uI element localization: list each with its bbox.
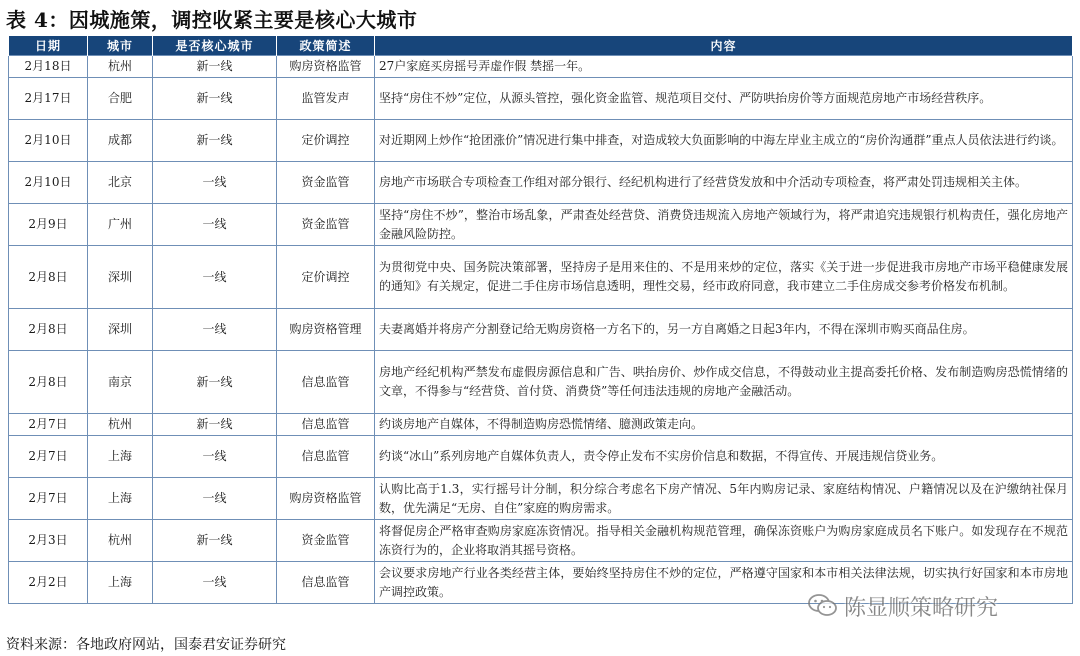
table-row <box>9 246 1073 309</box>
cell-policy-type: 定价调控 <box>277 246 375 309</box>
cell-content: 房地产市场联合专项检查工作组对部分银行、经纪机构进行了经营贷发放和中介活动专项检查，将严肃处罚违规相关主体。 <box>375 162 1073 204</box>
cell-content: 夫妻离婚并将房产分割登记给无购房资格一方名下的，另一方自离婚之日起3年内，不得在深圳市购买商品住房。 <box>375 309 1073 351</box>
source-note: 资料来源：各地政府网站，国泰君安证券研究 <box>6 637 286 653</box>
table-header-row <box>9 36 1073 56</box>
table-row <box>9 309 1073 351</box>
cell-tier: 新一线 <box>153 78 277 120</box>
cell-tier: 一线 <box>153 204 277 246</box>
cell-policy-type: 购房资格监管 <box>277 56 375 78</box>
cell-tier: 新一线 <box>153 520 277 562</box>
cell-tier: 一线 <box>153 478 277 520</box>
wechat-icon <box>808 593 838 619</box>
column-header-date: 日期 <box>9 36 88 56</box>
cell-date: 2月7日 <box>9 436 88 478</box>
cell-policy-type: 监管发声 <box>277 78 375 120</box>
cell-city: 北京 <box>88 162 153 204</box>
table-row <box>9 436 1073 478</box>
table-title: 表 4：因城施策，调控收紧主要是核心大城市 <box>6 8 418 32</box>
table-row <box>9 56 1073 78</box>
cell-city: 广州 <box>88 204 153 246</box>
cell-tier: 一线 <box>153 562 277 604</box>
cell-policy-type: 资金监管 <box>277 520 375 562</box>
cell-tier: 一线 <box>153 309 277 351</box>
cell-date: 2月8日 <box>9 246 88 309</box>
cell-city: 合肥 <box>88 78 153 120</box>
cell-content: 房地产经纪机构严禁发布虚假房源信息和广告、哄抬房价、炒作成交信息，不得鼓动业主提高委托价格、发布制造购房恐慌情绪的文章，不得参与“经营贷、首付贷、消费贷”等任何违法违规的房地产金融活动。 <box>375 351 1073 414</box>
cell-policy-type: 信息监管 <box>277 414 375 436</box>
cell-content: 为贯彻党中央、国务院决策部署，坚持房子是用来住的、不是用来炒的定位，落实《关于进一步促进我市房地产市场平稳健康发展的通知》有关规定，促进二手住房市场信息透明，理性交易，经市政府同意，我市建立二手住房成交参考价格发布机制。 <box>375 246 1073 309</box>
table-row <box>9 351 1073 414</box>
cell-policy-type: 资金监管 <box>277 204 375 246</box>
table-row <box>9 520 1073 562</box>
cell-content: 坚持“房住不炒”定位，从源头管控，强化资金监管、规范项目交付、严防哄抬房价等方面规范房地产市场经营秩序。 <box>375 78 1073 120</box>
cell-policy-type: 资金监管 <box>277 162 375 204</box>
cell-date: 2月17日 <box>9 78 88 120</box>
column-header-content: 内容 <box>375 36 1073 56</box>
cell-date: 2月8日 <box>9 309 88 351</box>
column-header-city: 城市 <box>88 36 153 56</box>
cell-content: 约谈“冰山”系列房地产自媒体负责人，责令停止发布不实房价信息和数据，不得宣传、开展违规信贷业务。 <box>375 436 1073 478</box>
cell-content: 27户家庭买房摇号弄虚作假 禁摇一年。 <box>375 56 1073 78</box>
watermark <box>808 588 998 624</box>
table-row <box>9 120 1073 162</box>
cell-tier: 新一线 <box>153 414 277 436</box>
cell-policy-type: 购房资格监管 <box>277 478 375 520</box>
table-row <box>9 78 1073 120</box>
cell-city: 杭州 <box>88 520 153 562</box>
table-row <box>9 162 1073 204</box>
cell-city: 深圳 <box>88 246 153 309</box>
cell-tier: 新一线 <box>153 56 277 78</box>
cell-date: 2月10日 <box>9 120 88 162</box>
cell-tier: 新一线 <box>153 120 277 162</box>
cell-policy-type: 信息监管 <box>277 562 375 604</box>
cell-content: 将督促房企严格审查购房家庭冻资情况。指导相关金融机构规范管理，确保冻资账户为购房家庭成员名下账户。如发现存在不规范冻资行为的，企业将取消其摇号资格。 <box>375 520 1073 562</box>
cell-city: 南京 <box>88 351 153 414</box>
cell-city: 上海 <box>88 436 153 478</box>
table-row <box>9 204 1073 246</box>
cell-date: 2月7日 <box>9 414 88 436</box>
cell-city: 上海 <box>88 562 153 604</box>
cell-tier: 一线 <box>153 436 277 478</box>
cell-content: 会议要求房地产行业各类经营主体，要始终坚持房住不炒的定位，严格遵守国家和本市相关法律法规，切实执行好国家和本市房地产调控政策。 <box>375 562 1073 604</box>
cell-tier: 一线 <box>153 246 277 309</box>
cell-city: 成都 <box>88 120 153 162</box>
cell-date: 2月3日 <box>9 520 88 562</box>
cell-content: 对近期网上炒作“抢团涨价”情况进行集中排查，对造成较大负面影响的中海左岸业主成立的“房价沟通群”重点人员依法进行约谈。 <box>375 120 1073 162</box>
cell-date: 2月18日 <box>9 56 88 78</box>
watermark-text: 陈显顺策略研究 <box>844 595 999 621</box>
cell-content: 约谈房地产自媒体，不得制造购房恐慌情绪、臆测政策走向。 <box>375 414 1073 436</box>
table-row <box>9 478 1073 520</box>
cell-tier: 新一线 <box>153 351 277 414</box>
cell-content: 认购比高于1.3，实行摇号计分制，积分综合考虑名下房产情况、5年内购房记录、家庭结构情况、户籍情况以及在沪缴纳社保月数，优先满足“无房、自住”家庭的购房需求。 <box>375 478 1073 520</box>
column-header-policy-type: 政策简述 <box>277 36 375 56</box>
cell-city: 上海 <box>88 478 153 520</box>
cell-date: 2月10日 <box>9 162 88 204</box>
cell-policy-type: 信息监管 <box>277 351 375 414</box>
cell-city: 杭州 <box>88 56 153 78</box>
cell-date: 2月2日 <box>9 562 88 604</box>
cell-city: 深圳 <box>88 309 153 351</box>
cell-policy-type: 信息监管 <box>277 436 375 478</box>
cell-date: 2月9日 <box>9 204 88 246</box>
cell-city: 杭州 <box>88 414 153 436</box>
cell-content: 坚持“房住不炒”，整治市场乱象，严肃查处经营贷、消费贷违规流入房地产领域行为，将严肃追究违规银行机构责任，强化房地产金融风险防控。 <box>375 204 1073 246</box>
cell-date: 2月8日 <box>9 351 88 414</box>
cell-policy-type: 定价调控 <box>277 120 375 162</box>
table-row <box>9 414 1073 436</box>
cell-policy-type: 购房资格管理 <box>277 309 375 351</box>
column-header-core-city: 是否核心城市 <box>153 36 277 56</box>
policy-table <box>8 36 1073 604</box>
cell-date: 2月7日 <box>9 478 88 520</box>
cell-tier: 一线 <box>153 162 277 204</box>
